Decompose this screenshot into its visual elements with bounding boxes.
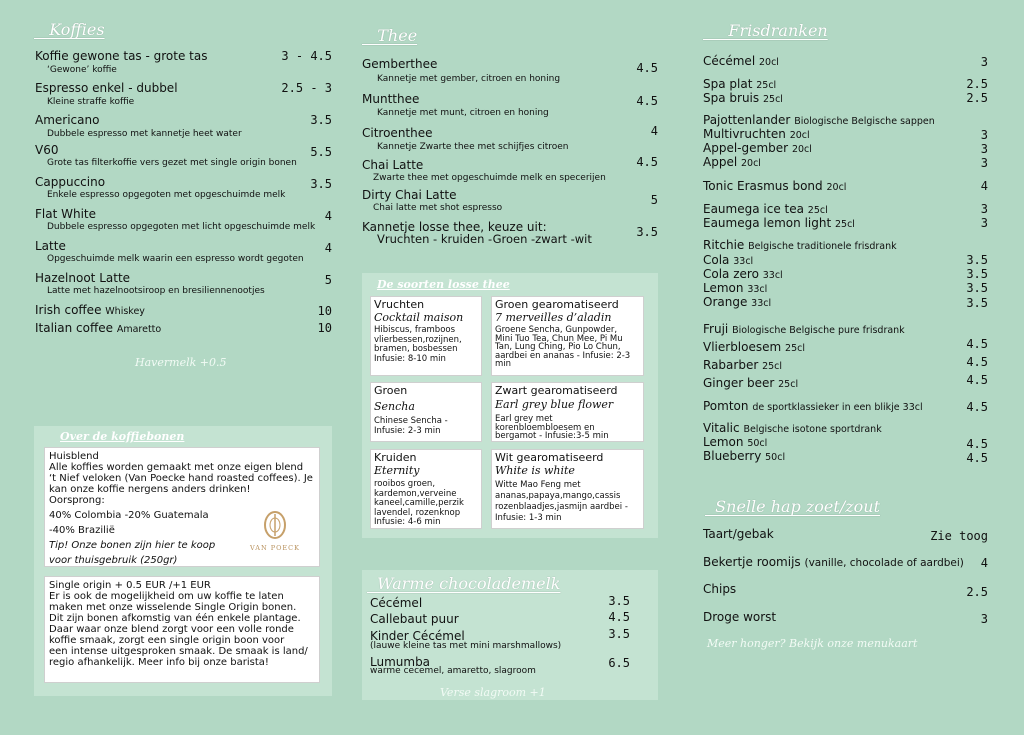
snack-price: 2.5 <box>966 585 988 599</box>
thee-title: Thee <box>362 26 418 45</box>
fris-price: 3 <box>980 142 988 156</box>
tea-desc: Earl grey met korenbloembloesem en bergamot - Infusie:3-5 min <box>495 414 609 441</box>
frisdranken-title: Frisdranken <box>703 21 828 40</box>
tea-name: Wit gearomatiseerd <box>495 451 604 464</box>
tea-sub: Eternity <box>374 464 420 477</box>
fris-price: 3 <box>980 55 988 69</box>
koffie-desc: Dubbele espresso opgegoten met licht opgeschuimde melk <box>47 222 316 232</box>
tea-name: Vruchten <box>374 298 425 311</box>
huisblend-line: kan onze koffie nergens anders drinken! <box>49 484 251 495</box>
thee-desc: Kannetje met munt, citroen en honing <box>377 108 549 118</box>
thee-desc: Chai latte met shot espresso <box>373 203 503 213</box>
koffie-name: Hazelnoot Latte <box>35 271 131 285</box>
fris-name: Cola zero 33cl <box>703 267 783 281</box>
fris-name: Eaumega lemon light 25cl <box>703 216 855 230</box>
tea-box-groen-gearomatiseerd <box>491 296 644 376</box>
tea-desc: Groene Sencha, Gunpowder, Mini Tuo Tea, Chun Mee, Pi Mu Tan, Lung Ching, Pio Lo Chun, aardbei en ananas - Infusie: 2-3 min <box>495 325 631 369</box>
chocolade-price: 3.5 <box>608 594 630 608</box>
single-origin-line: koffie smaak, zorgt een single origin boon voor <box>49 635 285 646</box>
slagroom-note: Verse slagroom +1 <box>440 686 546 699</box>
fris-price: 4.5 <box>966 400 988 414</box>
koffie-desc: Dubbele espresso met kannetje heet water <box>47 129 242 139</box>
fris-name: Spa plat 25cl <box>703 77 777 91</box>
tip-line: voor thuisgebruik (250gr) <box>49 555 178 566</box>
koffie-desc: Kleine straffe koffie <box>47 97 135 107</box>
huisblend-line: -40% Brazilië <box>49 525 115 536</box>
fris-price: 3.5 <box>966 296 988 310</box>
thee-price: 4 <box>650 124 658 138</box>
fris-name: Rabarber 25cl <box>703 358 783 372</box>
thee-desc: Zwarte thee met opgeschuimde melk en specerijen <box>373 173 606 183</box>
koffie-price: 3 - 4.5 <box>281 49 332 63</box>
thee-price: 4.5 <box>636 61 658 75</box>
tea-desc: Witte Mao Feng met ananas,papaya,mango,cassis rozenblaadjes,jasmijn aardbei - Infusie: 1-3 min <box>495 480 628 523</box>
losse-thee-panel <box>362 273 658 538</box>
chocolade-price: 6.5 <box>608 656 630 670</box>
losse-thee-title: De soorten losse thee <box>377 278 510 291</box>
fris-price: 3 <box>980 202 988 216</box>
tip-line: Tip! Onze bonen zijn hier te koop <box>49 540 216 551</box>
fris-price: 4.5 <box>966 355 988 369</box>
koffie-price: 10 <box>317 304 332 318</box>
single-origin-line: Dit zijn bonen afkomstig van één enkele plantage. <box>49 613 301 624</box>
chocolade-title: Warme chocolademelk <box>367 574 561 593</box>
fris-price: 4.5 <box>966 337 988 351</box>
chocolade-name: Cécémel <box>370 596 423 610</box>
koffie-name: Koffie gewone tas - grote tas <box>35 49 208 63</box>
tea-sub: Sencha <box>374 400 415 413</box>
single-origin-line: Daar waar onze blend zorgt voor een volle ronde <box>49 624 294 635</box>
fris-name: Appel-gember 20cl <box>703 141 812 155</box>
thee-price: 3.5 <box>636 225 658 239</box>
fris-name: Tonic Erasmus bond 20cl <box>703 179 847 193</box>
van-poeck-logo-icon <box>263 510 287 540</box>
huisblend-line: Oorsprong: <box>49 495 105 506</box>
tea-box-wit <box>491 449 644 529</box>
koffie-desc: ‘Gewone’ koffie <box>47 65 117 75</box>
fris-name: Eaumega ice tea 25cl <box>703 202 828 216</box>
fris-name: Ritchie Belgische traditionele frisdrank <box>703 238 897 252</box>
chocolade-name: Lumumba <box>370 655 431 669</box>
fris-price: 4 <box>980 179 988 193</box>
thee-name: Citroenthee <box>362 126 433 140</box>
fris-name: Spa bruis 25cl <box>703 91 783 105</box>
tea-sub: 7 merveilles d’aladin <box>495 311 612 324</box>
snack-price: Zie toog <box>930 529 988 543</box>
koffie-price: 2.5 - 3 <box>281 81 332 95</box>
single-origin-line: maken met onze wisselende Single Origin bonen. <box>49 602 297 613</box>
koffie-name: Latte <box>35 239 66 253</box>
van-poeck-logo <box>245 510 305 560</box>
tea-name: Groen <box>374 384 408 397</box>
fris-name: Cola 33cl <box>703 253 754 267</box>
thee-name: Chai Latte <box>362 158 424 172</box>
fris-price: 3 <box>980 216 988 230</box>
snack-price: 3 <box>980 612 988 626</box>
koffie-name: Espresso enkel - dubbel <box>35 81 178 95</box>
fris-name: Lemon 33cl <box>703 281 768 295</box>
fris-price: 4.5 <box>966 373 988 387</box>
koffie-desc: Opgeschuimde melk waarin een espresso wordt gegoten <box>47 254 304 264</box>
fris-price: 2.5 <box>966 77 988 91</box>
chocolade-name: Callebaut puur <box>370 612 459 626</box>
huisblend-line: 40% Colombia -20% Guatemala <box>49 510 209 521</box>
chocolade-price: 3.5 <box>608 627 630 641</box>
tea-name: Kruiden <box>374 451 417 464</box>
fris-name: Ginger beer 25cl <box>703 376 799 390</box>
snack-name: Chips <box>703 582 737 596</box>
single-origin-line: een intense uitgesproken smaak. De smaak is land/ <box>49 646 308 657</box>
snack-name: Droge worst <box>703 610 777 624</box>
koffies-title: Koffies <box>34 20 105 39</box>
single-origin-line: Single origin + 0.5 EUR /+1 EUR <box>49 580 211 591</box>
thee-price: 5 <box>650 193 658 207</box>
tea-box-vruchten <box>370 296 482 376</box>
koffie-price: 4 <box>324 241 332 255</box>
koffie-name: Italian coffee Amaretto <box>35 321 162 335</box>
huisblend-line: Alle koffies worden gemaakt met onze eigen blend <box>49 462 304 473</box>
koffie-price: 10 <box>317 321 332 335</box>
tea-sub: White is white <box>495 464 575 477</box>
single-origin-line: Er is ook de mogelijkheid om uw koffie te laten <box>49 591 284 602</box>
thee-desc: Kannetje met gember, citroen en honing <box>377 74 561 84</box>
chocolade-desc: warme cecemel, amaretto, slagroom <box>370 666 536 676</box>
fris-price: 4.5 <box>966 451 988 465</box>
huisblend-box <box>44 447 320 567</box>
chocolade-price: 4.5 <box>608 610 630 624</box>
fris-name: Fruji Biologische Belgische pure frisdrank <box>703 322 905 336</box>
koffie-desc: Enkele espresso opgegoten met opgeschuimde melk <box>47 190 286 200</box>
koffie-price: 5 <box>324 273 332 287</box>
fris-name: Orange 33cl <box>703 295 772 309</box>
van-poeck-logo-text: VAN POECK <box>250 544 300 552</box>
single-origin-line: regio afhankelijk. Meer info bij onze barista! <box>49 657 269 668</box>
fris-name: Multivruchten 20cl <box>703 127 810 141</box>
snelle-hap-title: Snelle hap zoet/zout <box>705 497 881 516</box>
fris-price: 2.5 <box>966 91 988 105</box>
thee-name: Kannetje losse thee, keuze uit: <box>362 220 547 234</box>
fris-price: 3 <box>980 156 988 170</box>
fris-price: 3 <box>980 128 988 142</box>
huisblend-line: Huisblend <box>49 451 99 462</box>
fris-name: Pomton de sportklassieker in een blikje 33cl <box>703 399 923 413</box>
thee-name: Dirty Chai Latte <box>362 188 457 202</box>
koffie-name: Cappuccino <box>35 175 106 189</box>
koffie-name: Flat White <box>35 207 97 221</box>
tea-box-kruiden <box>370 449 482 529</box>
koffie-name: Americano <box>35 113 100 127</box>
thee-price: 4.5 <box>636 94 658 108</box>
snack-name: Taart/gebak <box>703 527 774 541</box>
tea-desc: Chinese Sencha - Infusie: 2-3 min <box>374 416 448 436</box>
koffiebonen-title: Over de koffiebonen <box>60 430 185 443</box>
fris-price: 4.5 <box>966 437 988 451</box>
fris-name: Vlierbloesem 25cl <box>703 340 805 354</box>
havermelk-note: Havermelk +0.5 <box>135 356 227 369</box>
tea-box-zwart <box>491 382 644 442</box>
thee-desc: Vruchten - kruiden -Groen -zwart -wit <box>377 232 592 246</box>
fris-price: 3.5 <box>966 253 988 267</box>
fris-name: Pajottenlander Biologische Belgische sappen <box>703 113 935 127</box>
koffie-name: Irish coffee Whiskey <box>35 303 145 317</box>
koffie-desc: Grote tas filterkoffie vers gezet met single origin bonen <box>47 158 297 168</box>
koffie-price: 3.5 <box>310 113 332 127</box>
fris-name: Lemon 50cl <box>703 435 768 449</box>
koffie-price: 4 <box>324 209 332 223</box>
fris-name: Vitalic Belgische isotone sportdrank <box>703 421 882 435</box>
koffiebonen-panel <box>34 426 332 696</box>
huisblend-line: ‘t Nief veloken (Van Poecke hand roasted coffees). Je <box>49 473 313 484</box>
fris-name: Appel 20cl <box>703 155 761 169</box>
thee-name: Gemberthee <box>362 57 438 71</box>
tea-name: Groen gearomatiseerd <box>495 298 619 311</box>
fris-price: 3.5 <box>966 267 988 281</box>
fris-name: Cécémel 20cl <box>703 54 779 68</box>
chocolade-name: Kinder Cécémel <box>370 629 465 643</box>
koffie-name: V60 <box>35 143 59 157</box>
tea-desc: rooibos groen, kardemon,verveine kaneel,camille,perzik lavendel, rozenknop Infusie: 4-6 min <box>374 479 464 527</box>
single-origin-box <box>44 576 320 683</box>
thee-name: Muntthee <box>362 92 420 106</box>
koffie-desc: Latte met hazelnootsiroop en bresiliennenootjes <box>47 286 265 296</box>
fris-name: Blueberry 50cl <box>703 449 786 463</box>
chocolade-desc: (lauwe kleine tas met mini marshmallows) <box>370 641 562 651</box>
koffie-price: 5.5 <box>310 145 332 159</box>
tea-sub: Cocktail maison <box>374 311 464 324</box>
tea-sub: Earl grey blue flower <box>495 398 614 411</box>
tea-desc: Hibiscus, framboos vlierbessen,rozijnen, bramen, bosbessen Infusie: 8-10 min <box>374 325 462 364</box>
thee-price: 4.5 <box>636 155 658 169</box>
snack-name: Bekertje roomijs (vanille, chocolade of aardbei) <box>703 555 964 569</box>
fris-price: 3.5 <box>966 281 988 295</box>
tea-box-groen <box>370 382 482 442</box>
koffie-price: 3.5 <box>310 177 332 191</box>
tea-name: Zwart gearomatiseerd <box>495 384 618 397</box>
menukaart-note: Meer honger? Bekijk onze menukaart <box>707 637 918 650</box>
thee-desc: Kannetje Zwarte thee met schijfjes citroen <box>377 142 569 152</box>
snack-price: 4 <box>980 556 988 570</box>
